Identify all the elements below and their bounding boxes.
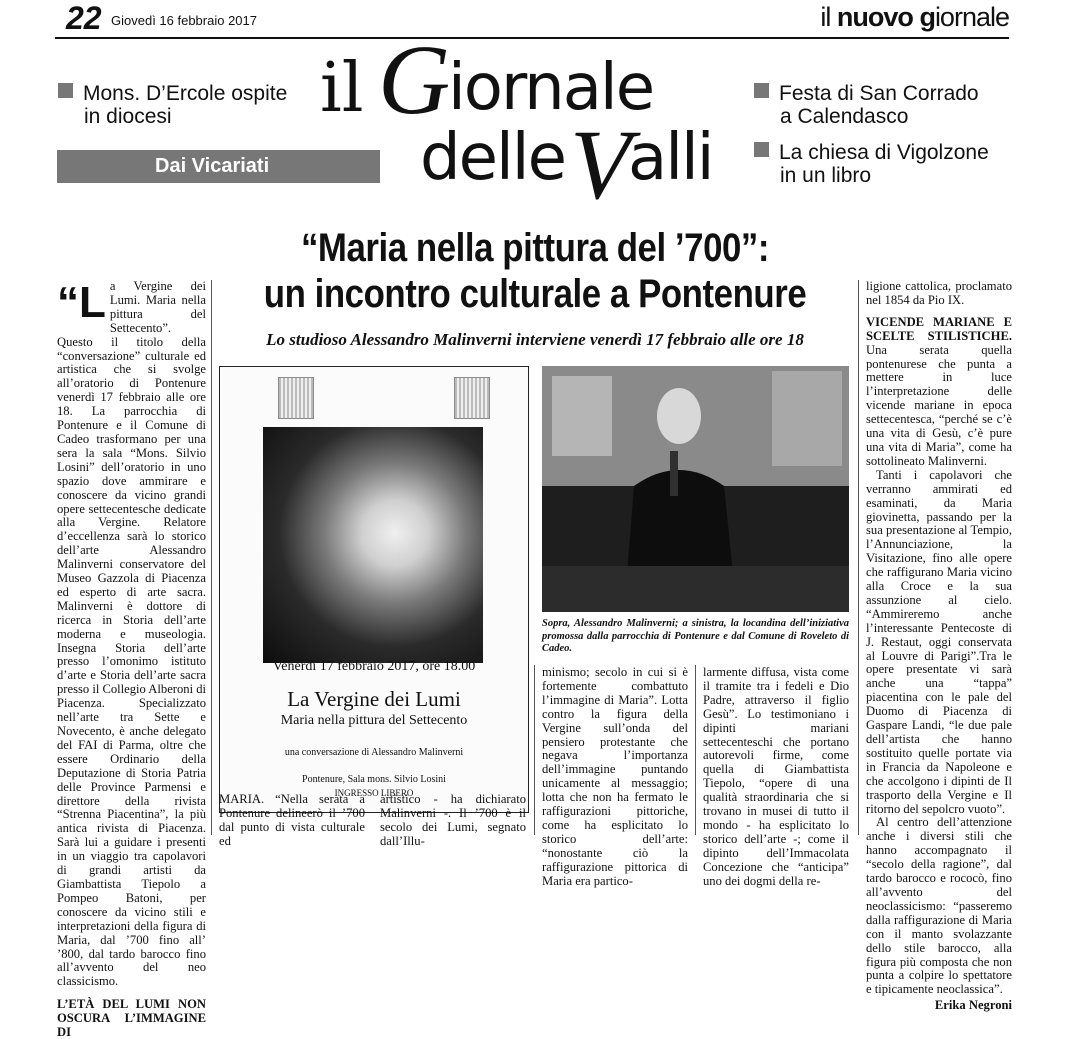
section-label: Dai Vicariati: [57, 150, 380, 183]
article-column-2: MARIA. “Nella serata a Pontenure delineerò il ’700 dal punto di vista culturale ed: [219, 792, 365, 848]
column-rule: [695, 665, 696, 835]
column-rule: [858, 280, 859, 835]
bullet-square-icon: [754, 83, 769, 98]
author-signature: Erika Negroni: [934, 998, 1012, 1013]
bullet-square-icon: [754, 142, 769, 157]
article-column-3: artistico - ha dichiarato Malinverni -. Il ’700 è il secolo dei Lumi, segnato dall’Illu-: [380, 792, 526, 848]
issue-date: Giovedì 16 febbraio 2017: [111, 13, 257, 28]
article-column-1: “L a Vergine dei Lumi. Maria nella pittura del Settecento”. Questo il titolo della “conversazione” culturale ed artistica che si svolge all’oratorio di Pontenure venerdì 17 febbraio alle ore 18. La parrocchia di Pontenure e il Comune di Cadeo trasformano per una sera la sala “Mons. Silvio Losini” dell’oratorio in uno spazio dove ammirare e conoscere da vicino grandi opere settecentesche dedicate alla Vergine. Relatore d’eccellenza sarà lo storico dell’arte Alessandro Malinverni conservatore del Museo Gazzola di Piacenza ed esperto di arte sacra. Malinverni è dottore di ricerca in Storia dell’arte moderna e museologia. Insegna Storia dell’arte presso l’omonimo istituto d’arte e Storia dell’arte sacra presso il Collegio Alberoni di Piacenza. Specializzato nell’arte tra Sette e Novecento, è anche delegato del FAI di Parma, oltre che essere Ordinario della Deputazione di Storia Patria delle Province Parmensi e direttore della rivista “Strenna Piacentina”, la più antica rivista di Piacenza. Sarà lui a guidare i presenti in un viaggio tra capolavori di grandi artisti da Giambattista Tiepolo a Pompeo Batoni, per conoscere da vicino stili e interpretazioni della figura di Maria, dal ’700 fino all’ ’800, dal tardo barocco fino all’avvento del neo classicismo. L’ETÀ DEL LUMI NON OSCURA L’IMMAGINE DI: [57, 278, 207, 1039]
section-subtitle: L’ETÀ DEL LUMI NON OSCURA L’IMMAGINE DI: [57, 997, 206, 1039]
poster-title: La Vergine dei Lumi: [287, 687, 461, 711]
parish-logo-icon: [278, 377, 314, 419]
masthead-g: G: [378, 24, 451, 135]
masthead-delle: delle: [420, 121, 565, 195]
poster-datetime: Venerdì 17 febbraio 2017, ore 18.00: [272, 659, 476, 674]
article-column-5: larmente diffusa, vista come il tramite tra i fedeli e Dio Padre, attraverso il figlio Gesù”. Lo testimoniano i dipinti mariani settecenteschi che portano autorevoli firme, come quella di Giambattista Tiepolo, “opere di una qualità straordinaria che si trovano in musei di tutto il mondo - ha esplicitato lo storico dell’arte -; come il dipinto dell’Immacolata Concezione che “anticipa” uno dei dogmi della re-: [703, 665, 849, 888]
photo-caption: Sopra, Alessandro Malinverni; a sinistra, la locandina dell’iniziativa promossa dalla parrocchia di Pontenure e dal Comune di Roveleto di Cadeo.: [542, 618, 849, 655]
drop-cap: “L: [57, 278, 106, 327]
teaser-san-corrado[interactable]: Festa di San Corrado a Calendasco: [754, 82, 979, 128]
madonna-painting-image: [263, 427, 483, 663]
newspaper-brand: il nuovo giornale: [820, 2, 1009, 32]
masthead-alli: alli: [628, 121, 713, 195]
column-rule: [534, 665, 535, 835]
bullet-square-icon: [58, 83, 73, 98]
speaker-photo: [542, 366, 849, 612]
teaser-vigolzone[interactable]: La chiesa di Vigolzone in un libro: [754, 141, 989, 187]
masthead-iornale: iornale: [448, 51, 654, 125]
poster-conversation: una conversazione di Alessandro Malinverni: [284, 747, 464, 758]
article-headline: “Maria nella pittura del ’700”: un incontro culturale a Pontenure: [263, 226, 807, 316]
article-subhead: Lo studioso Alessandro Malinverni interviene venerdì 17 febbraio alle ore 18: [266, 330, 804, 349]
speaker-photo-image: [542, 366, 849, 612]
article-column-6: ligione cattolica, proclamato nel 1854 da Pio IX. VICENDE MARIANE E SCELTE STILISTICHE. Una serata quella pontenurese che punta a mettere in luce l’interpretazione delle vicende mariane in epoca settecentesca, “perché se c’è una vita di Gesù, c’è pure una vita di Maria”, come ha sottolineato Malinverni. Tanti i capolavori che verranno ammirati ed esaminati, da Maria giovinetta, passando per la sua presentazione al Tempio, l’Annunciazione, la Visitazione, fino alle opere che raffigurano Maria vicino alla Croce e la sua assunzione al cielo. “Ammireremo anche l’interessante Pentecoste di J. Restaut, oggi conservata al Louvre di Parigi”.Tra le opere presentate vi sarà anche una “tappa” piacentina con le pale del Duomo di Piacenza di Gaspare Landi, “le due pale dell’artista che hanno sostituito quelle portate via in Francia da Napoleone e che accolgono i dipinti de Il trasporto della Vergine e Il ritorno del sepolcro vuoto”. Al centro dell’attenzione anche i diversi stili che hanno accompagnato il “secolo della ragione”, dal tardo barocco e rococò, fino all’avvento del neoclassicismo: “passeremo dalla raffigurazione di Maria con il manto svolazzante dello stile barocco, alla figura più composta che non punta a colpire lo spettatore e tipicamente neoclassica”. Erika Negroni: [866, 279, 1012, 1013]
poster-entry: INGRESSO LIBERO: [334, 788, 414, 798]
article-column-4: minismo; secolo in cui si è fortemente combattuto l’immagine di Maria”. Lotta contro la figura della Vergine sull’onda del pensiero protestante che negava l’importanza dell’immagine puntando unicamente al messaggio; lotta che non ha fermato le raffigurazioni pittoriche, come ha esplicitato lo storico dell’arte: “nonostante ciò la raffigurazione pittorica di Maria era partico-: [542, 665, 688, 888]
teaser-dercole[interactable]: Mons. D’Ercole ospite in diocesi: [58, 82, 287, 128]
municipality-crest-icon: [454, 377, 490, 419]
masthead-v: V: [570, 109, 632, 220]
event-poster: [219, 366, 529, 813]
section-subtitle: VICENDE MARIANE E SCELTE STILISTICHE.: [866, 314, 1012, 343]
masthead-il: il: [320, 49, 364, 128]
poster-subtitle: Maria nella pittura del Settecento: [280, 713, 468, 728]
poster-venue: Pontenure, Sala mons. Silvio Losini: [302, 774, 446, 785]
page-number: 22: [66, 0, 102, 36]
header-rule: [55, 37, 1009, 39]
column-rule: [211, 280, 212, 835]
